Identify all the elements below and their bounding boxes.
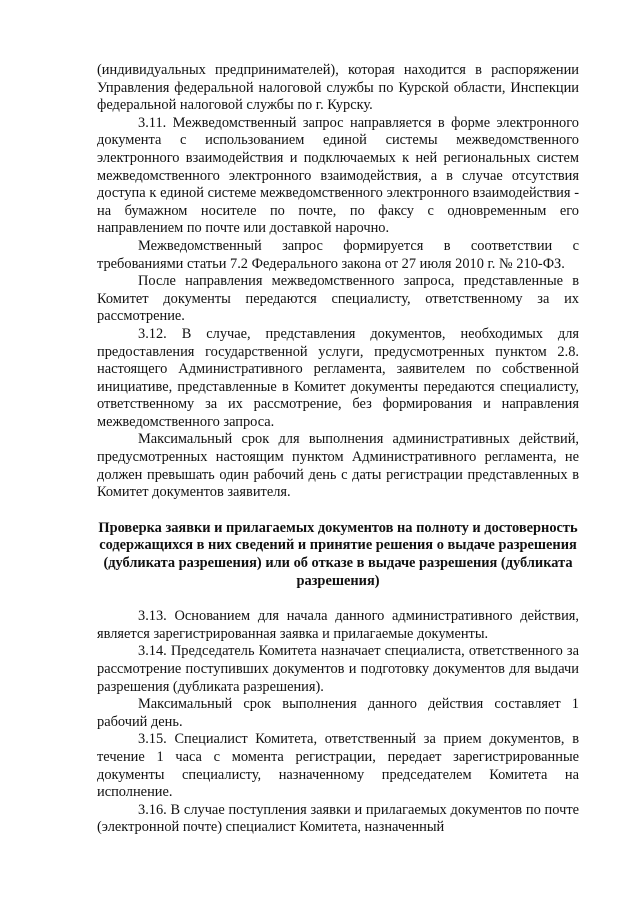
paragraph-continuation: (индивидуальных предпринимателей), которая находится в распоряжении Управления федеральной налоговой службы по Курской области, Инспекции федеральной налоговой службы по г. Курску. [97, 62, 579, 114]
paragraph-3-13: 3.13. Основанием для начала данного административного действия, является зарегистрированная заявка и прилагаемые документы. [97, 608, 579, 642]
paragraph-3-12: 3.12. В случае, представления документов, необходимых для предоставления государственной услуги, предусмотренных пунктом 2.8. настоящего Административного регламента, заявителем по собственной инициативе, представленные в Комитет документы передаются специалисту, ответственному за их рассмотрение, без формирования и направления межведомственного запроса. [97, 325, 579, 430]
paragraph-3-14: 3.14. Председатель Комитета назначает специалиста, ответственного за рассмотрение поступивших документов и подготовку документов для выдачи разрешения (дубликата разрешения). [97, 643, 579, 695]
paragraph-max-term: Максимальный срок для выполнения административных действий, предусмотренных настоящим пунктом Административного регламента, не должен превышать один рабочий день с даты регистрации представленных в Комитет документов заявителя. [97, 431, 579, 501]
paragraph-3-11: 3.11. Межведомственный запрос направляется в форме электронного документа с использованием единой системы межведомственного электронного взаимодействия и подключаемых к ней региональных систем межведомственного электронного взаимодействия, а в случае отсутствия доступа к единой системе межведомственного электронного взаимодействия - на бумажном носителе по почте, по факсу с одновременным его направлением по почте или доставкой нарочно. [97, 114, 579, 237]
paragraph-3-16: 3.16. В случае поступления заявки и прилагаемых документов по почте (электронной почте) специалист Комитета, назначенный [97, 801, 579, 836]
section-heading: Проверка заявки и прилагаемых документов на полноту и достоверность содержащихся в них сведений и принятие решения о выдаче разрешения (дубликата разрешения) или об отказе в выдаче разрешения (дубликата разрешения) [98, 519, 578, 589]
paragraph-max-term-action: Максимальный срок выполнения данного действия составляет 1 рабочий день. [97, 696, 579, 730]
document-page [97, 62, 579, 837]
paragraph-3-15: 3.15. Специалист Комитета, ответственный за прием документов, в течение 1 часа с момента регистрации, передает зарегистрированные документы специалисту, назначенному председателем Комитета на исполнение. [97, 731, 579, 801]
paragraph-after-request: После направления межведомственного запроса, представленные в Комитет документы передаются специалисту, ответственному за их рассмотрение. [97, 273, 579, 325]
paragraph-request-format: Межведомственный запрос формируется в соответствии с требованиями статьи 7.2 Федерального закона от 27 июля 2010 г. № 210-ФЗ. [97, 237, 579, 272]
